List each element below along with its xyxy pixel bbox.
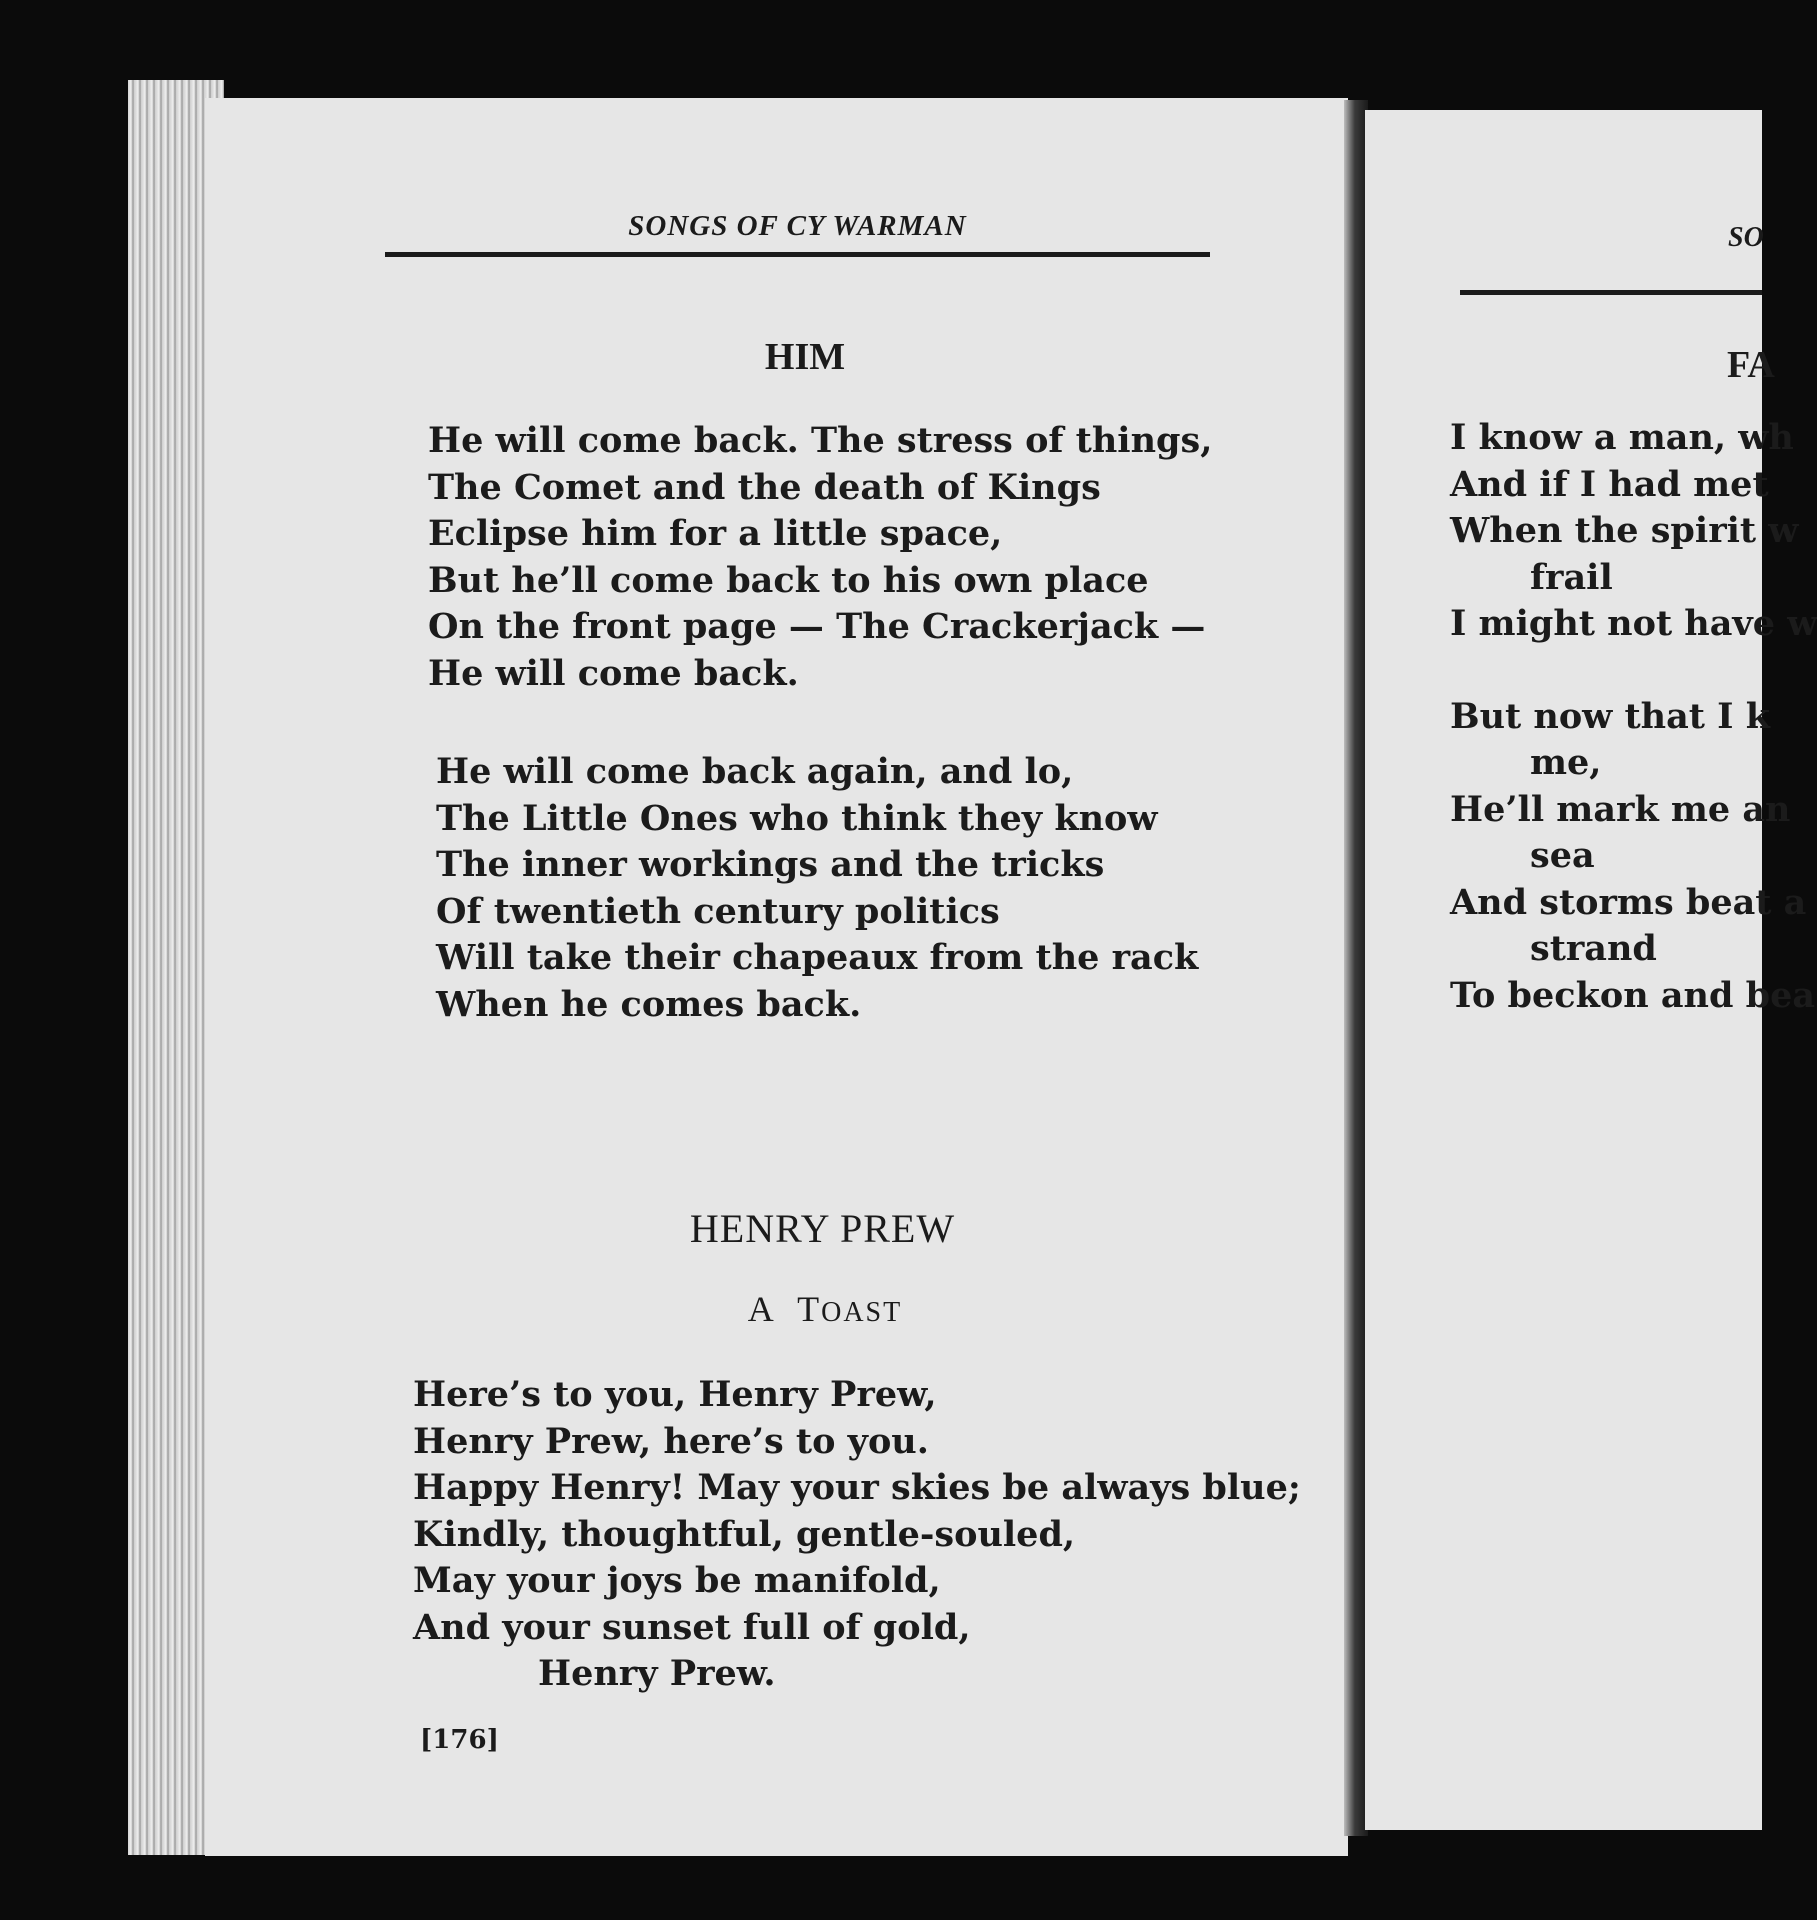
poem-title-him: HIM — [764, 336, 846, 378]
verse-line: He will come back again, and lo, — [436, 751, 1074, 792]
verse-line: I know a man, wh — [1450, 417, 1794, 458]
poem-henry-prew-stanza — [413, 1372, 1301, 1698]
verse-line: The Little Ones who think they know — [436, 797, 1158, 839]
verse-line: When he comes back. — [436, 983, 862, 1025]
verse-line: Kindly, thoughtful, gentle-souled, — [413, 1513, 1076, 1555]
verse-line: strand — [1530, 928, 1657, 969]
header-rule — [385, 252, 1210, 257]
verse-line: Happy Henry! May your skies be always blue; — [413, 1467, 1301, 1508]
verse-line: May your joys be manifold, — [413, 1560, 941, 1601]
right-poem-title: FA — [1727, 344, 1775, 386]
poem-him-stanza-1 — [428, 418, 1212, 697]
poem-subtitle — [700, 1288, 950, 1330]
verse-line: The Comet and the death of Kings — [428, 466, 1101, 508]
verse-line: And your sunset full of gold, — [413, 1606, 971, 1648]
verse-line: Will take their chapeaux from the rack — [436, 937, 1199, 978]
right-page-text-clip — [1450, 0, 1817, 1920]
verse-line: And storms beat a — [1450, 881, 1807, 923]
poem-him-stanza-2 — [436, 749, 1198, 1028]
verse-line: Of twentieth century politics — [436, 890, 1000, 932]
verse-line: Here’s to you, Henry Prew, — [413, 1374, 937, 1415]
verse-line: On the front page — The Crackerjack — — [428, 606, 1206, 647]
verse-line: When the spirit w — [1450, 510, 1799, 551]
verse-line: me, — [1530, 742, 1602, 783]
right-running-head: SO — [1728, 222, 1764, 253]
page-number: [176] — [420, 1725, 499, 1755]
verse-line: Henry Prew, here’s to you. — [413, 1420, 929, 1462]
verse-line: sea — [1530, 835, 1595, 876]
verse-line: Henry Prew. — [538, 1653, 776, 1694]
verse-line: He’ll mark me an — [1450, 788, 1791, 830]
subtitle-smallcaps: OAST — [821, 1297, 903, 1328]
subtitle-word-a: A — [747, 1289, 776, 1329]
verse-line: He will come back. — [428, 652, 799, 694]
verse-line: Eclipse him for a little space, — [428, 513, 1003, 554]
subtitle-cap: T — [797, 1289, 822, 1329]
poem-title-henry-prew: HENRY PREW — [689, 1206, 956, 1251]
verse-line: frail — [1530, 556, 1613, 598]
verse-line: And if I had met — [1450, 463, 1769, 505]
right-page-stanza — [1450, 415, 1817, 1019]
verse-line: The inner workings and the tricks — [436, 844, 1105, 885]
verse-line: He will come back. The stress of things, — [428, 420, 1213, 461]
verse-line: I might not have w — [1450, 603, 1817, 644]
running-head: SONGS OF CY WARMAN — [628, 210, 967, 242]
verse-line: To beckon and bea — [1450, 974, 1816, 1016]
verse-line: But he’ll come back to his own place — [428, 559, 1149, 601]
verse-line: But now that I k — [1450, 695, 1770, 737]
